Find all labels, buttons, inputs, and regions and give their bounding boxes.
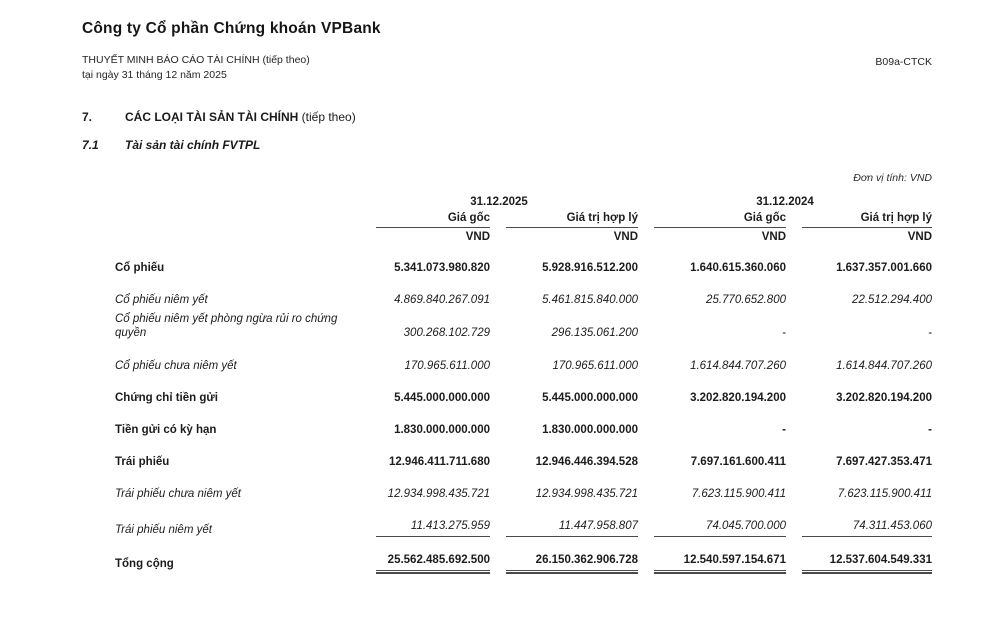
table-row	[115, 275, 932, 307]
table-row	[115, 405, 932, 437]
cell-value: 3.202.820.194.200	[690, 391, 786, 404]
cell-value: -	[782, 423, 786, 436]
cell-value: 11.413.275.959	[360, 501, 490, 537]
table-row	[115, 469, 932, 501]
cell-value: 1.614.844.707.260	[690, 359, 786, 372]
cell-value: 1.640.615.360.060	[690, 262, 786, 275]
column-header: Giá trị hợp lý	[786, 212, 932, 228]
form-code: B09a-CTCK	[875, 56, 932, 68]
row-label: Tổng cộng	[115, 557, 174, 570]
cell-value: 5.461.815.840.000	[542, 294, 638, 307]
report-date: tại ngày 31 tháng 12 năm 2025	[82, 69, 227, 82]
cell-value: 1.830.000.000.000	[542, 423, 638, 436]
cell-value: 12.537.604.549.331	[786, 537, 932, 571]
cell-value: 7.623.115.900.411	[837, 487, 932, 500]
cell-value: 7.697.161.600.411	[690, 455, 786, 468]
row-label: Tiền gửi có kỳ hạn	[115, 423, 217, 436]
table-row	[115, 501, 932, 537]
row-label: Cổ phiếu niêm yết	[115, 294, 208, 307]
cell-value: -	[928, 423, 932, 436]
section-number: 7.	[82, 110, 93, 125]
column-header: Giá trị hợp lý	[490, 212, 638, 228]
cell-value: 25.770.652.800	[706, 294, 786, 307]
cell-value: -	[782, 327, 786, 340]
corner-cell	[115, 196, 360, 212]
row-label: Cổ phiếu	[115, 262, 165, 275]
cell-value: 74.311.453.060	[786, 501, 932, 537]
subsection-heading	[82, 138, 932, 152]
unit-label: VND	[907, 231, 932, 244]
cell-value: 296.135.061.200	[551, 327, 638, 340]
table-row	[115, 243, 932, 275]
unit-note: Đơn vị tính: VND	[853, 172, 932, 185]
cell-value: 11.447.958.807	[490, 501, 638, 537]
row-label: Trái phiếu	[115, 455, 170, 468]
cell-value: 7.623.115.900.411	[691, 487, 786, 500]
cell-value: 1.830.000.000.000	[394, 423, 490, 436]
report-title: THUYẾT MINH BÁO CÁO TÀI CHÍNH (tiếp theo)	[82, 54, 310, 66]
column-header: Giá gốc	[638, 212, 786, 228]
cell-value: 12.934.998.435.721	[535, 487, 638, 500]
cell-value: 22.512.294.400	[852, 294, 932, 307]
cell-value: 3.202.820.194.200	[836, 391, 932, 404]
period-2024: 31.12.2024	[756, 196, 814, 209]
cell-value: 1.614.844.707.260	[836, 359, 932, 372]
corner-cell	[115, 212, 360, 228]
corner-cell	[115, 228, 360, 243]
table-section	[115, 172, 932, 570]
unit-label: VND	[465, 231, 490, 244]
cell-value: 7.697.427.353.471	[836, 455, 932, 468]
unit-row	[115, 228, 932, 243]
cell-value: 170.965.611.000	[404, 359, 490, 372]
table-header	[115, 196, 932, 243]
row-label: Cổ phiếu niêm yết phòng ngừa rủi ro chứng quyền	[115, 313, 338, 340]
cell-value: 1.637.357.001.660	[836, 262, 932, 275]
column-header: Giá gốc	[360, 212, 490, 228]
period-row	[115, 196, 932, 212]
row-label: Trái phiếu chưa niêm yết	[115, 487, 241, 500]
column-header-row	[115, 212, 932, 228]
table-row	[115, 341, 932, 373]
subsection-number: 7.1	[82, 138, 99, 153]
cell-value: 12.946.446.394.528	[535, 455, 638, 468]
cell-value: 12.540.597.154.671	[638, 537, 786, 571]
section-title: CÁC LOẠI TÀI SẢN TÀI CHÍNH (tiếp theo)	[125, 110, 356, 125]
report-title-block	[82, 53, 310, 83]
section-title-suffix: (tiếp theo)	[301, 110, 356, 125]
period-2025: 31.12.2025	[470, 196, 528, 209]
section-heading	[82, 110, 932, 124]
table-body	[115, 243, 932, 570]
unit-label: VND	[613, 231, 638, 244]
cell-value: 170.965.611.000	[552, 359, 638, 372]
unit-label: VND	[761, 231, 786, 244]
cell-value: 25.562.485.692.500	[360, 537, 490, 571]
cell-value: 5.445.000.000.000	[394, 391, 490, 404]
subsection-title: Tài sản tài chính FVTPL	[125, 138, 261, 153]
row-label: Trái phiếu niêm yết	[115, 523, 212, 536]
cell-value: 4.869.840.267.091	[394, 294, 490, 307]
cell-value: 5.445.000.000.000	[542, 391, 638, 404]
cell-value: 300.268.102.729	[403, 327, 490, 340]
cell-value: 5.928.916.512.200	[542, 262, 638, 275]
cell-value: 74.045.700.000	[638, 501, 786, 537]
cell-value: 26.150.362.906.728	[490, 537, 638, 571]
cell-value: 12.946.411.711.680	[388, 455, 490, 468]
report-header	[82, 53, 932, 83]
company-name: Công ty Cổ phần Chứng khoán VPBank	[82, 20, 381, 37]
cell-value: -	[928, 327, 932, 340]
row-label: Chứng chỉ tiền gửi	[115, 391, 218, 404]
total-row	[115, 537, 932, 571]
table-row	[115, 373, 932, 405]
cell-value: 5.341.073.980.820	[394, 262, 490, 275]
cell-value: 12.934.998.435.721	[387, 487, 490, 500]
table-row	[115, 307, 932, 340]
table-row	[115, 437, 932, 469]
row-label: Cổ phiếu chưa niêm yết	[115, 359, 237, 372]
financial-table	[115, 196, 932, 570]
